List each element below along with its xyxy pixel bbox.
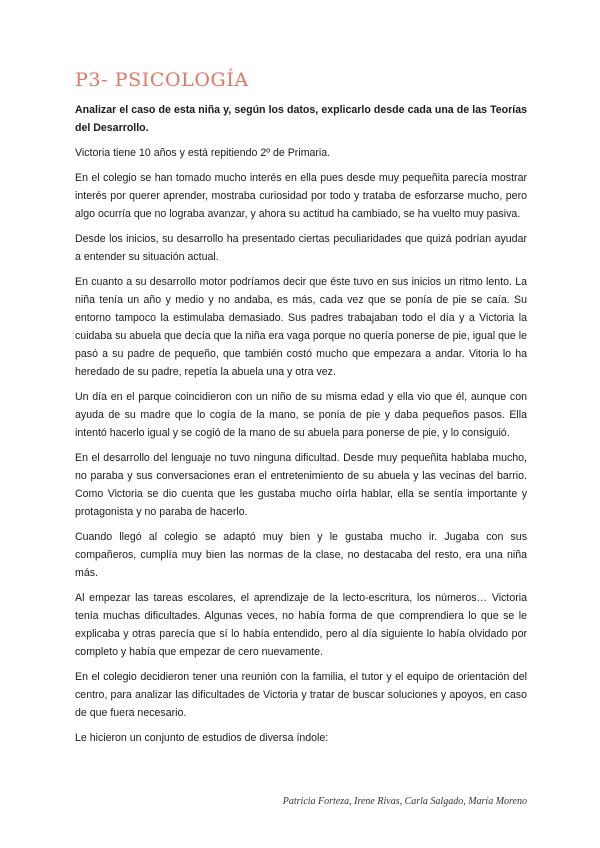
paragraph-1: Victoria tiene 10 años y está repitiendo 2º de Primaria. <box>75 147 331 159</box>
paragraph-2: En el colegio se han tomado mucho interés en ella pues desde muy pequeñita parecía mostrar interés por querer aprender, mostraba curiosidad por todo y trataba de esforzarse mucho, pero algo ocurría que no lograba avanzar, y ahora su actitud ha cambiado, se ha vuelto muy pasiva. <box>75 172 527 220</box>
page-title: P3- PSICOLOGÍA <box>75 69 249 91</box>
paragraph-6: En el desarrollo del lenguaje no tuvo ninguna dificultad. Desde muy pequeñita hablaba mucho, no paraba y sus conversaciones eran el entretenimiento de su abuela y las vecinas del barrio. Como Victoria se dio cuenta que les gustaba mucho oírla hablar, ella se sentía importante y protagonista y no paraba de hacerlo. <box>75 452 527 518</box>
paragraph-5: Un día en el parque coincidieron con un niño de su misma edad y ella vio que él, aunque con ayuda de su madre que lo cogía de la mano, se ponía de pie y daba pequeños pasos. Ella intentó hacerlo igual y se cogió de la mano de su abuela para ponerse de pie, y lo consiguió. <box>75 391 527 439</box>
paragraph-10: Le hicieron un conjunto de estudios de diversa índole: <box>75 732 329 744</box>
assignment-instruction: Analizar el caso de esta niña y, según los datos, explicarlo desde cada una de las Teorías del Desarrollo. <box>75 104 527 134</box>
paragraph-3: Desde los inicios, su desarrollo ha presentado ciertas peculiaridades que quizá podrían ayudar a entender su situación actual. <box>75 233 527 263</box>
document-page <box>75 68 527 754</box>
paragraph-8: Al empezar las tareas escolares, el aprendizaje de la lecto-escritura, los números… Victoria tenía muchas dificultades. Algunas veces, no había forma de que comprendiera lo que se le explicaba y otras parecía que sí lo había entendido, pero al día siguiente lo había olvidado por completo y había que empezar de cero nuevamente. <box>75 592 527 658</box>
paragraph-9: En el colegio decidieron tener una reunión con la familia, el tutor y el equipo de orientación del centro, para analizar las dificultades de Victoria y tratar de buscar soluciones y apoyos, en caso de que fuera necesario. <box>75 671 527 719</box>
paragraph-4: En cuanto a su desarrollo motor podríamos decir que éste tuvo en sus inicios un ritmo lento. La niña tenía un año y medio y no andaba, es más, cada vez que se ponía de pie se caía. Su entorno tampoco la estimulaba demasiado. Sus padres trabajaban todo el día y a Victoria la cuidaba su abuela que decía que la niña era vaga porque no quería ponerse de pie, igual que le pasó a su padre de pequeño, que también costó mucho que empezara a andar. Vitoria lo ha heredado de su padre, repetía la abuela una y otra vez. <box>75 276 527 378</box>
page-footer-authors: Patricia Forteza, Irene Rivas, Carla Salgado, María Moreno <box>282 796 527 807</box>
paragraph-7: Cuando llegó al colegio se adaptó muy bien y le gustaba mucho ir. Jugaba con sus compañeros, cumplía muy bien las normas de la clase, no destacaba del resto, era una niña más. <box>75 531 527 579</box>
